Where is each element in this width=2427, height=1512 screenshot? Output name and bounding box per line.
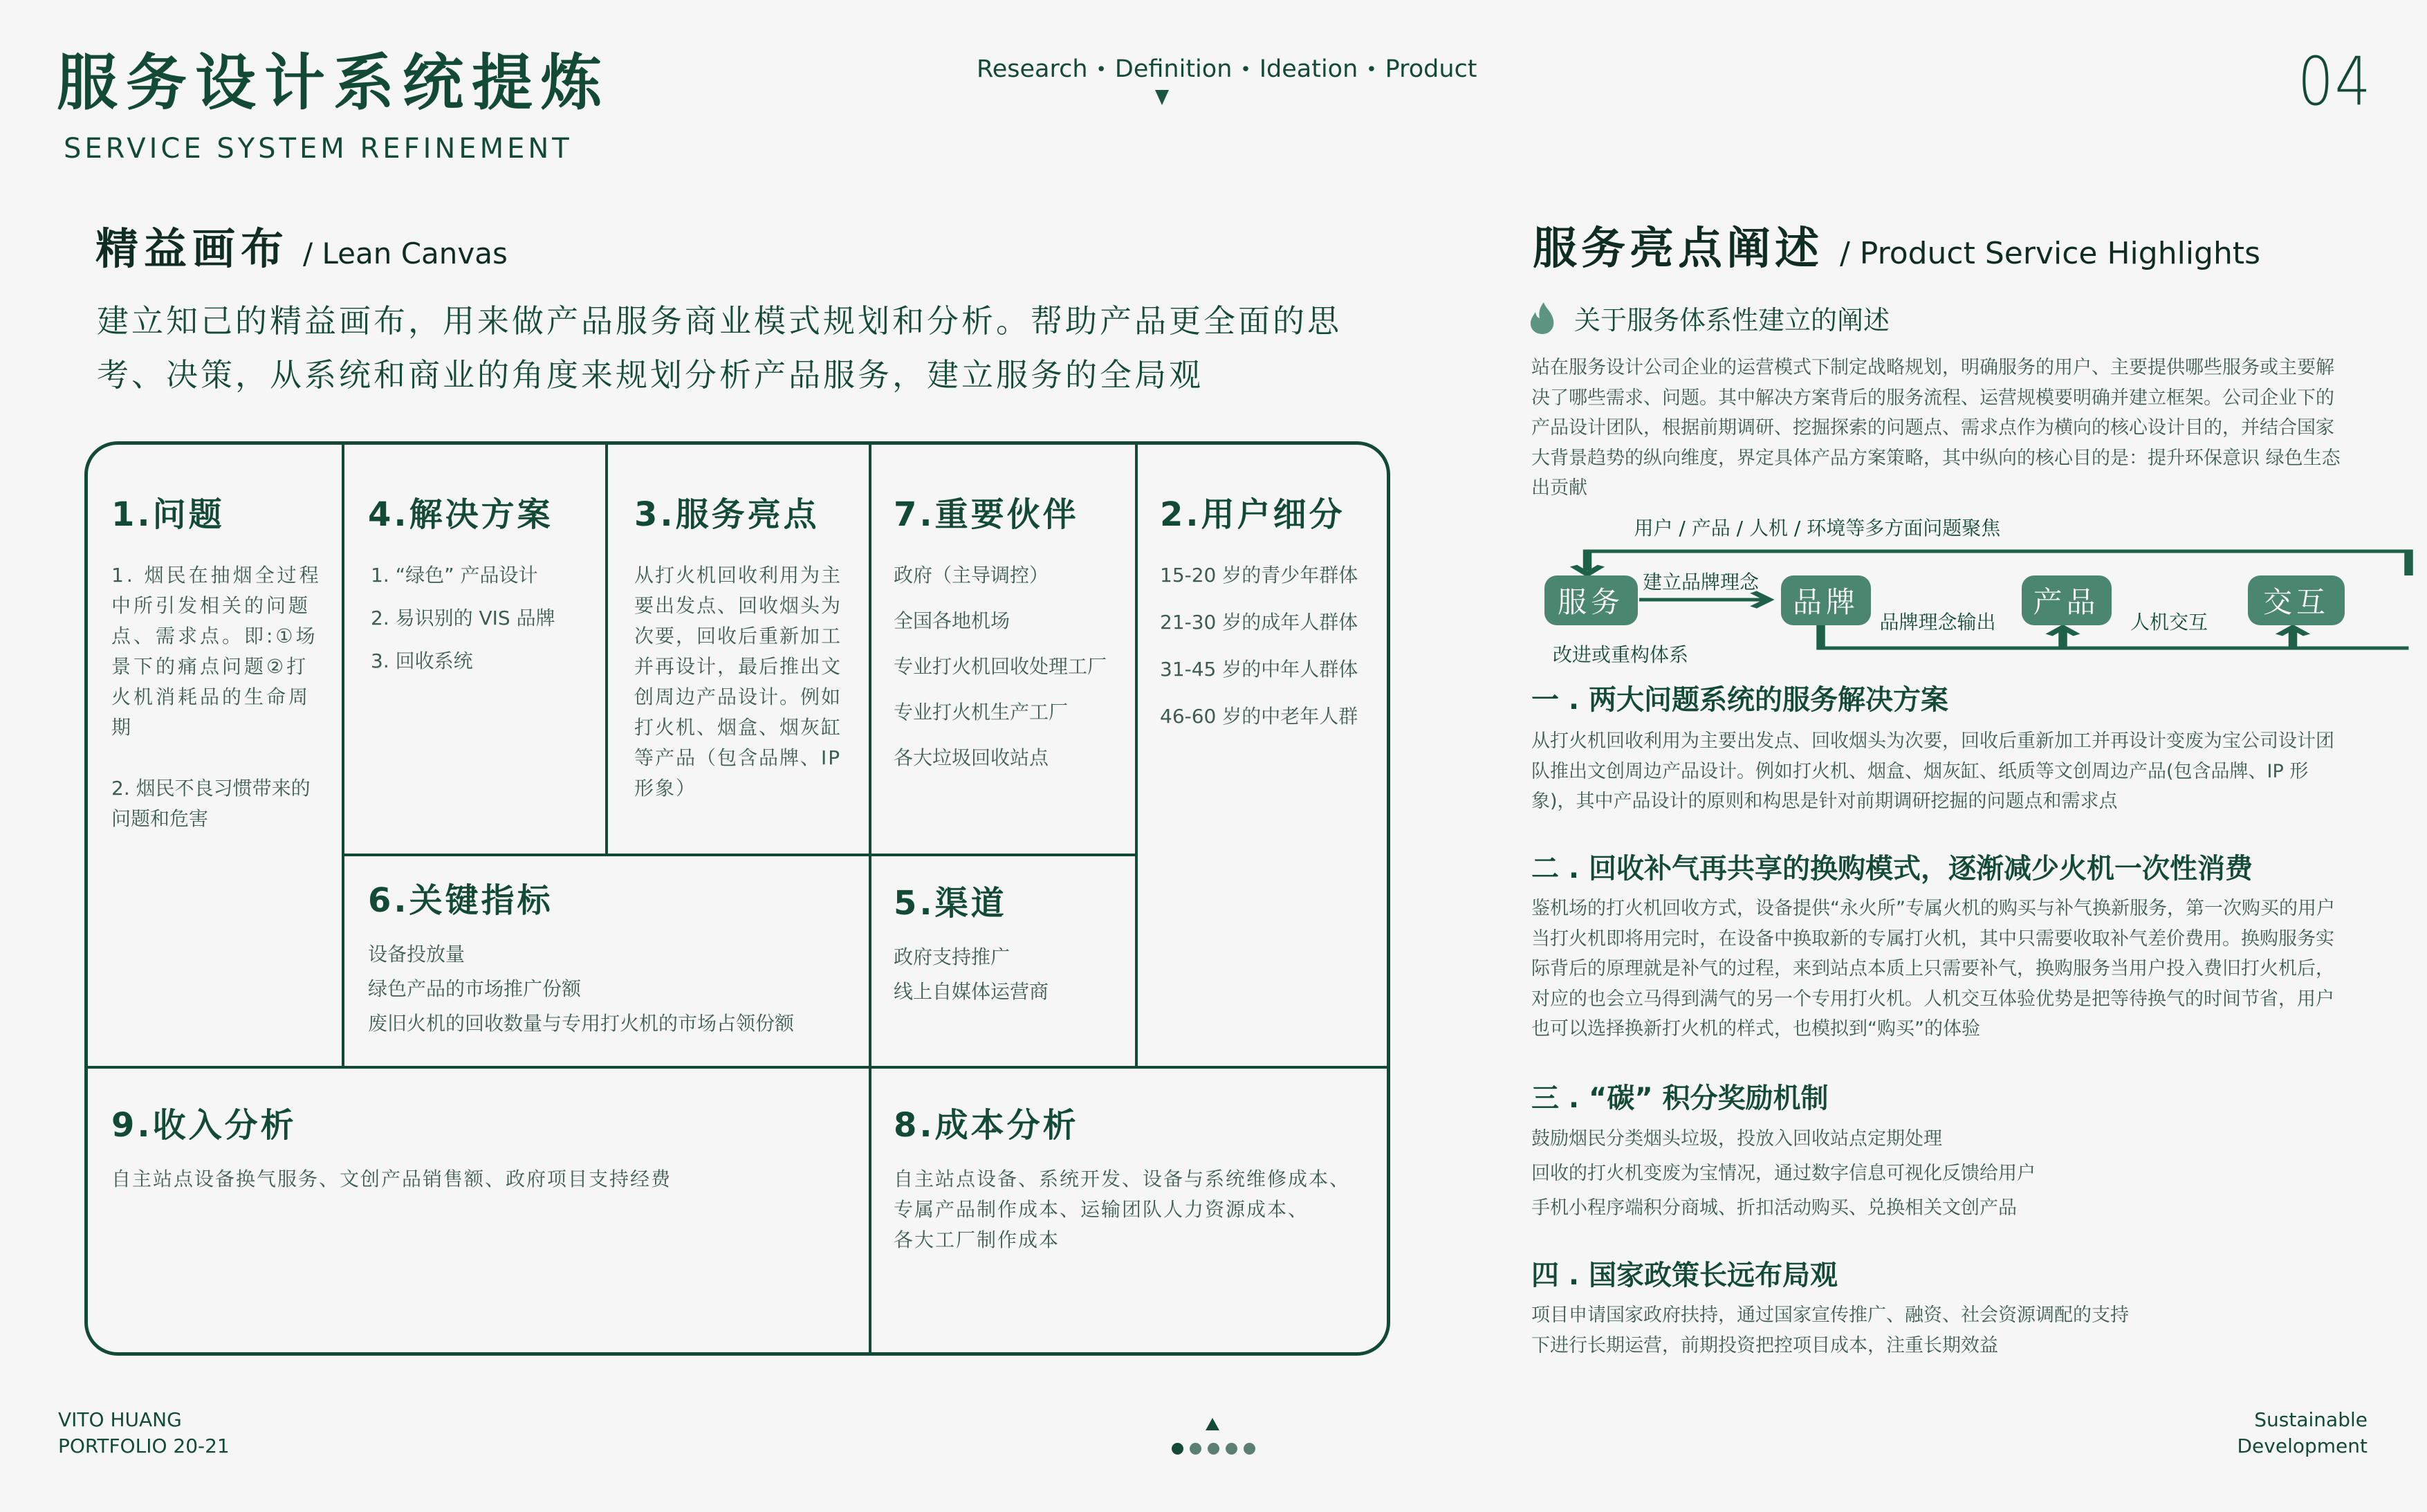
node-product: 产品 bbox=[2022, 575, 2112, 625]
lean-canvas-intro: 建立知己的精益画布，用来做产品服务商业模式规划和分析。帮助产品更全面的思考、决策，从系统和商业的角度来规划分析产品服务，建立服务的全局观 bbox=[97, 302, 1342, 394]
cell-channels bbox=[894, 876, 1129, 1011]
separator-dot: • bbox=[1096, 59, 1107, 80]
node-brand: 品牌 bbox=[1781, 575, 1871, 625]
page-dot-3[interactable] bbox=[1208, 1443, 1219, 1455]
cell-item: 31-45 岁的中年人群体 bbox=[1160, 658, 1358, 681]
page-dot-2[interactable] bbox=[1190, 1443, 1201, 1455]
grid-divider bbox=[342, 854, 1136, 856]
cell-title: 7.重要伙伴 bbox=[894, 495, 1079, 534]
highlights-heading bbox=[1533, 213, 2260, 277]
service-flow-diagram bbox=[1522, 512, 2421, 671]
nav-step-product[interactable]: Product bbox=[1385, 55, 1477, 83]
section-body: 从打火机回收利用为主要出发点、回收烟头为次要，回收后重新加工并再设计变废为宝公司设计团队推出文创周边产品设计。例如打火机、烟盒、烟灰缸、纸质等文创周边产品(包含品牌、IP 形象)，其中产品设计的原则和构思是针对前期调研挖掘的问题点和需求点 bbox=[1531, 730, 2334, 812]
tagline-line-2: Development bbox=[2237, 1435, 2368, 1457]
lean-canvas-heading bbox=[95, 214, 508, 276]
cell-item: 专业打火机回收处理工厂 bbox=[894, 655, 1107, 678]
cell-item: 线上自媒体运营商 bbox=[894, 980, 1049, 1003]
cell-title: 6.关键指标 bbox=[368, 881, 553, 920]
cell-key-metrics bbox=[368, 874, 852, 1043]
cell-item: 21-30 岁的成年人群体 bbox=[1160, 611, 1358, 634]
about-title bbox=[1529, 299, 1890, 337]
section-title: 一 . 两大问题系统的服务解决方案 bbox=[1531, 684, 1949, 716]
cell-service-highlights bbox=[634, 488, 856, 804]
grid-divider bbox=[869, 445, 871, 1352]
cell-item: 2. 易识别的 VIS 品牌 bbox=[371, 607, 555, 629]
cell-item: 1. “绿色” 产品设计 bbox=[371, 564, 538, 587]
page-title: 服务设计系统提炼 bbox=[57, 47, 611, 118]
section-line: 项目申请国家政府扶持，通过国家宣传推广、融资、社会资源调配的支持 bbox=[1531, 1304, 2129, 1326]
cell-line: 自主站点设备、系统开发、设备与系统维修成本、 bbox=[894, 1168, 1351, 1190]
nav-step-definition[interactable]: Definition bbox=[1114, 55, 1233, 83]
label-brand-output: 品牌理念输出 bbox=[1879, 611, 1996, 634]
cell-title: 9.收入分析 bbox=[111, 1106, 297, 1145]
page-indicator bbox=[1172, 1443, 1255, 1455]
section-line: 鼓励烟民分类烟头垃圾，投放入回收站点定期处理 bbox=[1531, 1128, 1942, 1150]
cell-item: 政府（主导调控） bbox=[894, 564, 1049, 587]
footer-author bbox=[58, 1407, 230, 1459]
section-body bbox=[1531, 1122, 2347, 1226]
flame-icon bbox=[1529, 301, 1556, 335]
section-title: 三 . “碳” 积分奖励机制 bbox=[1531, 1082, 1829, 1114]
section-line: 回收的打火机变废为宝情况，通过数字信息可视化反馈给用户 bbox=[1531, 1163, 2036, 1184]
author-name: VITO HUANG bbox=[58, 1408, 182, 1431]
grid-divider bbox=[1135, 445, 1138, 1066]
cell-item: 绿色产品的市场推广份额 bbox=[368, 977, 582, 1000]
page-subtitle: SERVICE SYSTEM REFINEMENT bbox=[64, 133, 573, 165]
page-dot-4[interactable] bbox=[1226, 1443, 1237, 1455]
footer-tagline bbox=[2237, 1407, 2368, 1459]
cell-line: 各大工厂制作成本 bbox=[894, 1228, 1060, 1251]
cell-title: 2.用户细分 bbox=[1160, 495, 1345, 534]
cell-item: 设备投放量 bbox=[368, 943, 465, 966]
portfolio-label: PORTFOLIO 20-21 bbox=[58, 1435, 230, 1457]
cell-text: 自主站点设备换气服务、文创产品销售额、政府项目支持经费 bbox=[111, 1168, 672, 1190]
cell-title: 4.解决方案 bbox=[368, 495, 553, 534]
label-improve-system: 改进或重构体系 bbox=[1553, 643, 1689, 666]
highlights-heading-en: / Product Service Highlights bbox=[1840, 236, 2261, 271]
highlights-heading-zh: 服务亮点阐述 bbox=[1533, 223, 1823, 275]
label-hci: 人机交互 bbox=[2130, 611, 2208, 634]
about-title-text: 关于服务体系性建立的阐述 bbox=[1574, 305, 1890, 335]
page-dot-5[interactable] bbox=[1244, 1443, 1255, 1455]
cell-item: 3. 回收系统 bbox=[371, 649, 473, 672]
nav-step-research[interactable]: Research bbox=[977, 55, 1088, 83]
about-paragraph: 站在服务设计公司企业的运营模式下制定战略规划，明确服务的用户、主要提供哪些服务或主要解决了哪些需求、问题。其中解决方案背后的服务流程、运营规模要明确并建立框架。公司企业下的产品设计团队，根据前期调研、挖掘探索的问题点、需求点作为横向的核心设计目的，并结合国家大背景趋势的纵向维度，界定具体产品方案策略，其中纵向的核心目的是：提升环保意识 绿色生态出贡献 bbox=[1531, 357, 2341, 499]
section-body: 鉴机场的打火机回收方式，设备提供“永火所”专属火机的购买与补气换新服务，第一次购买的用户当打火机即将用完时，在设备中换取新的专属打火机，其中只需要收取补气差价费用。换购服务实际背后的原理就是补气的过程，来到站点本质上只需要补气，换购服务当用户投入费旧打火机后，对应的也会立马得到满气的另一个专用打火机。人机交互体验优势是把等待换气的时间节省，用户也可以选择换新打火机的样式，也模拟到“购买”的体验 bbox=[1531, 898, 2335, 1040]
cell-customer-segments bbox=[1160, 488, 1381, 747]
cell-item: 46-60 岁的中老年人群 bbox=[1160, 705, 1358, 728]
cell-item: 废旧火机的回收数量与专用打火机的市场占领份额 bbox=[368, 1012, 795, 1035]
cell-title: 3.服务亮点 bbox=[634, 495, 820, 534]
node-service: 服务 bbox=[1544, 575, 1638, 625]
section-line: 下进行长期运营，前期投资把控项目成本，注重长期效益 bbox=[1531, 1334, 1998, 1356]
section-body bbox=[1531, 1300, 2347, 1361]
cell-item: 政府支持推广 bbox=[894, 946, 1011, 968]
cell-key-partners bbox=[894, 488, 1129, 789]
lean-canvas-grid bbox=[84, 441, 1390, 1356]
section-title: 四 . 国家政策长远布局观 bbox=[1531, 1260, 1838, 1291]
triangle-down-icon bbox=[1155, 90, 1169, 105]
label-build-brand: 建立品牌理念 bbox=[1643, 571, 1760, 593]
cell-title: 5.渠道 bbox=[894, 884, 1007, 923]
separator-dot: • bbox=[1366, 59, 1377, 80]
cell-item: 全国各地机场 bbox=[894, 609, 1011, 632]
cell-title: 8.成本分析 bbox=[894, 1106, 1079, 1145]
cell-item: 15-20 岁的青少年群体 bbox=[1160, 564, 1358, 587]
cell-item: 专业打火机生产工厂 bbox=[894, 701, 1069, 723]
cell-item: 1. 烟民在抽烟全过程中所引发相关的问题点、需求点。即:①场景下的痛点问题②打火机消耗品的生命周期 bbox=[111, 564, 322, 739]
node-interaction: 交互 bbox=[2248, 575, 2345, 625]
page-dot-1[interactable] bbox=[1172, 1443, 1183, 1455]
page-number: 04 bbox=[2298, 43, 2372, 120]
diagram-top-label: 用户 / 产品 / 人机 / 环境等多方面问题聚焦 bbox=[1634, 517, 2001, 540]
grid-divider bbox=[605, 445, 608, 855]
cell-solution bbox=[368, 488, 596, 692]
cell-revenue bbox=[111, 1098, 845, 1195]
separator-dot: • bbox=[1240, 59, 1251, 80]
lean-canvas-heading-zh: 精益画布 bbox=[95, 223, 290, 274]
cell-text: 从打火机回收利用为主要出发点、回收烟头为次要，回收后重新加工并再设计，最后推出文创周边产品设计。例如打火机、烟盒、烟灰缸等产品（包含品牌、IP形象） bbox=[634, 564, 842, 800]
cell-item: 各大垃圾回收站点 bbox=[894, 746, 1049, 769]
tagline-line-1: Sustainable bbox=[2254, 1408, 2368, 1431]
triangle-up-icon bbox=[1206, 1418, 1219, 1430]
grid-divider bbox=[342, 445, 344, 1066]
lean-canvas-heading-en: / Lean Canvas bbox=[303, 237, 508, 270]
cell-problem bbox=[111, 488, 326, 849]
section-line: 手机小程序端积分商城、折扣活动购买、兑换相关文创产品 bbox=[1531, 1197, 2017, 1219]
cell-title: 1.问题 bbox=[111, 495, 225, 534]
cell-line: 专属产品制作成本、运输团队人力资源成本、 bbox=[894, 1198, 1309, 1221]
cell-cost bbox=[894, 1098, 1378, 1255]
nav-step-ideation[interactable]: Ideation bbox=[1259, 55, 1358, 83]
section-title: 二 . 回收补气再共享的换购模式，逐渐减少火机一次性消费 bbox=[1531, 853, 2253, 885]
grid-divider bbox=[88, 1066, 1387, 1069]
cell-item: 2. 烟民不良习惯带来的问题和危害 bbox=[111, 777, 311, 830]
process-nav bbox=[977, 55, 1477, 83]
